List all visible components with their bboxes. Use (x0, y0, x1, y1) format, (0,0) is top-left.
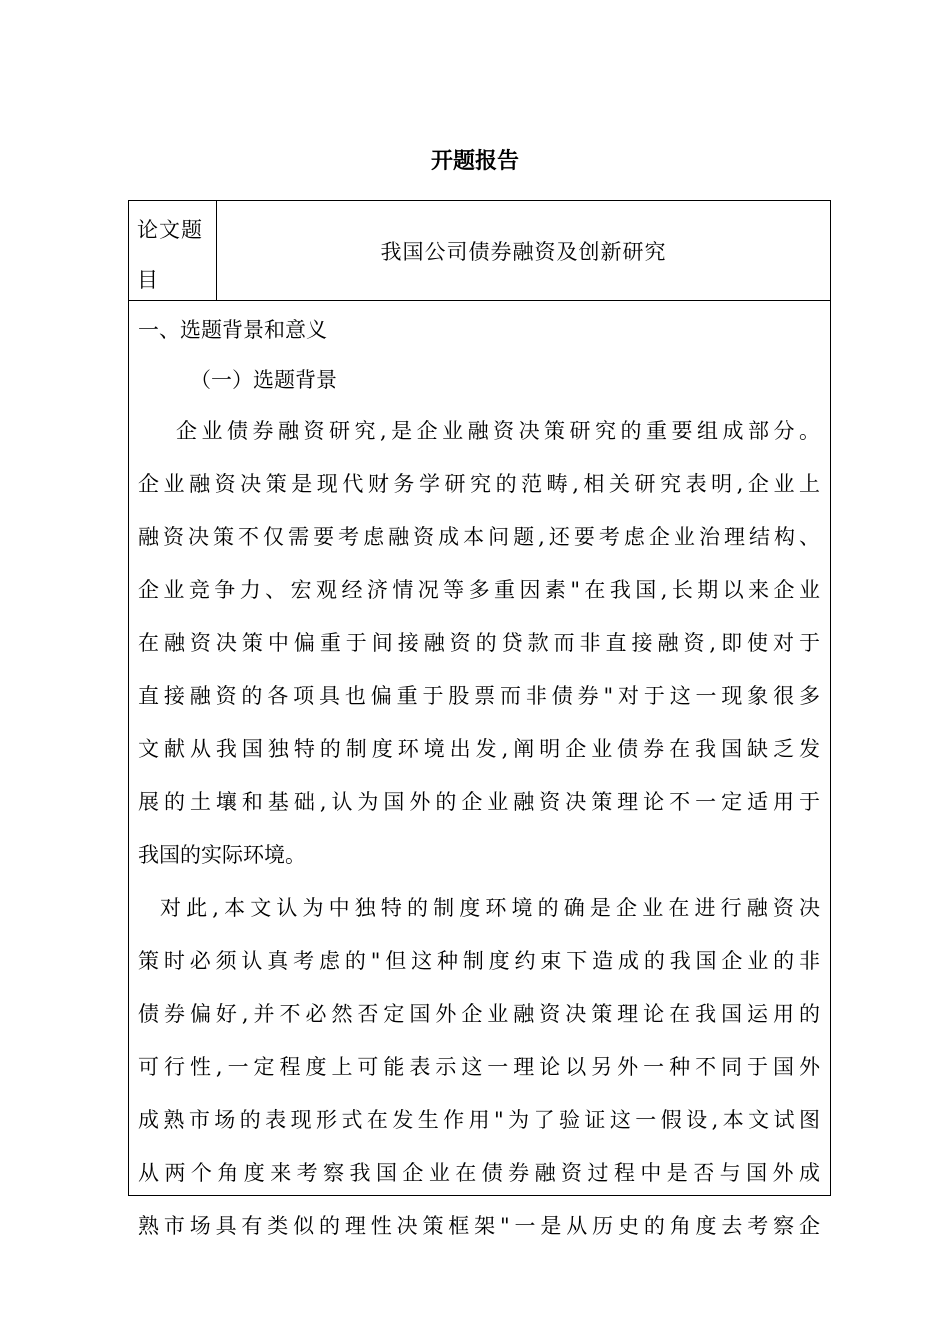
thesis-title-row (129, 201, 830, 301)
paragraph-line: 策时必须认真考虑的"但这种制度约束下造成的我国企业的非 (138, 949, 820, 973)
paragraph-line: 可行性,一定程度上可能表示这一理论以另外一种不同于国外 (138, 1055, 820, 1079)
thesis-title-value: 我国公司债券融资及创新研究 (380, 239, 667, 264)
paragraph-line: 我国的实际环境。 (138, 843, 306, 867)
paragraph-line: 文献从我国独特的制度环境出发,阐明企业债券在我国缺乏发 (138, 737, 820, 761)
paragraph-line: 直接融资的各项具也偏重于股票而非债券"对于这一现象很多 (138, 684, 820, 708)
paragraph-line: 债券偏好,并不必然否定国外企业融资决策理论在我国运用的 (138, 1002, 820, 1026)
subsection-heading: （一）选题背景 (190, 368, 337, 392)
page-title: 开题报告 (430, 149, 519, 174)
report-table (128, 200, 831, 1238)
report-body (129, 301, 830, 1253)
paragraph-line: 融资决策不仅需要考虑融资成本问题,还要考虑企业治理结构、 (138, 525, 820, 549)
thesis-title-label-line-1: 论文题 (137, 218, 203, 242)
paragraph-line: 企业竞争力、宏观经济情况等多重因素"在我国,长期以来企业 (138, 578, 820, 602)
thesis-title-label (129, 201, 217, 300)
paragraph-2 (138, 882, 820, 1253)
paragraph-line: 成熟市场的表现形式在发生作用"为了验证这一假设,本文试图 (138, 1108, 820, 1132)
thesis-title-label-line-2: 目 (137, 268, 159, 292)
paragraph-line: 对此,本文认为中独特的制度环境的确是企业在进行融资决 (160, 896, 820, 920)
paragraph-line: 企业债券融资研究,是企业融资决策研究的重要组成部分。 (176, 419, 820, 443)
paragraph-line: 展的土壤和基础,认为国外的企业融资决策理论不一定适用于 (138, 790, 820, 814)
paragraph-line: 在融资决策中偏重于间接融资的贷款而非直接融资,即使对于 (138, 631, 820, 655)
paragraph-line: 企业融资决策是现代财务学研究的范畴,相关研究表明,企业上 (138, 472, 820, 496)
paragraph-line: 从两个角度来考察我国企业在债券融资过程中是否与国外成 (138, 1161, 820, 1185)
paragraph-line: 熟市场具有类似的理性决策框架"一是从历史的角度去考察企 (138, 1214, 820, 1238)
paragraph-1 (138, 405, 820, 882)
section-heading: 一、选题背景和意义 (138, 318, 327, 342)
